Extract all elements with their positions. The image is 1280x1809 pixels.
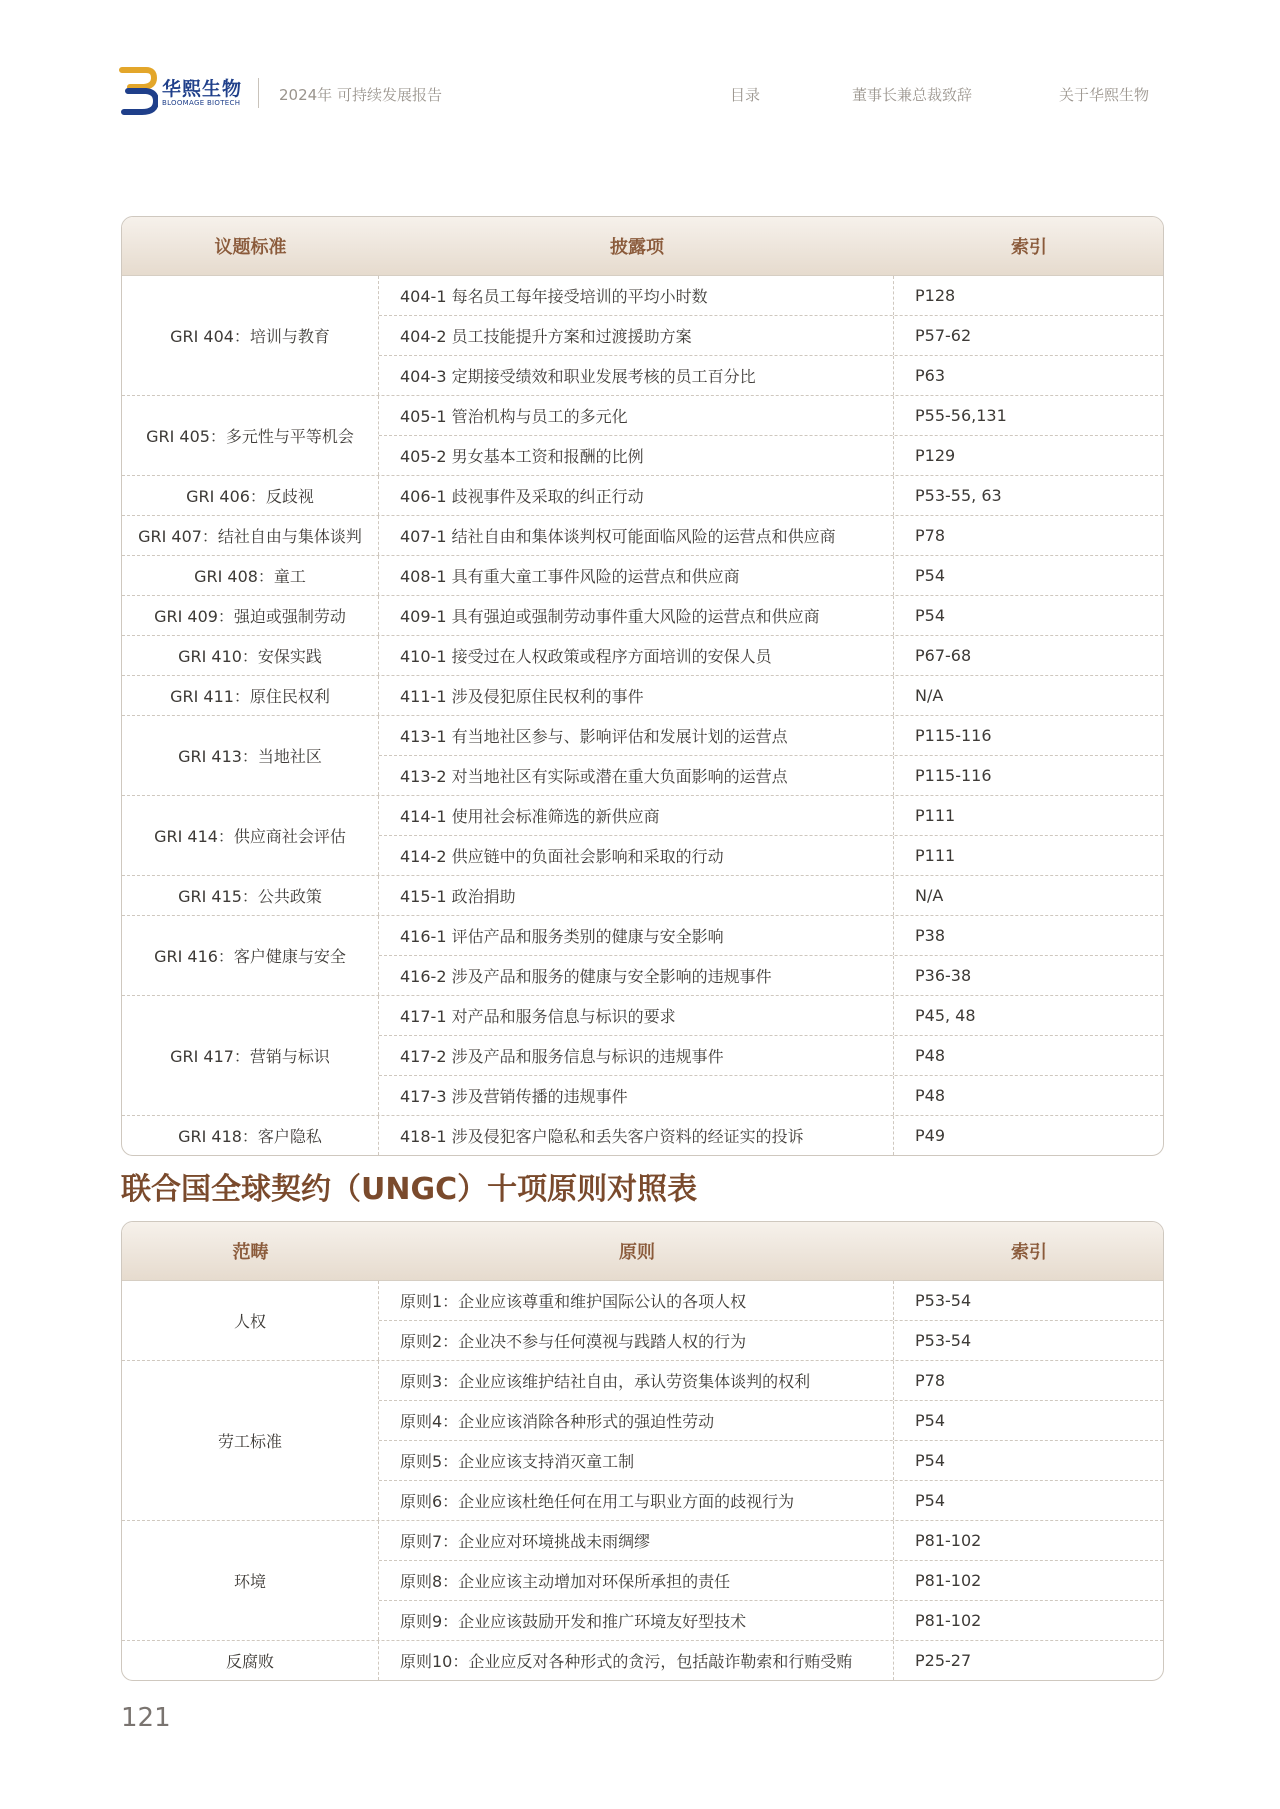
column-header-disclosure: 披露项 (610, 237, 664, 258)
disclosure-cell: 416-2 涉及产品和服务的健康与安全影响的违规事件 (379, 956, 894, 995)
header-divider (258, 78, 259, 108)
column-header-topic: 议题标准 (214, 237, 287, 258)
report-title: 2024年 可持续发展报告 (279, 86, 442, 104)
index-cell[interactable]: P81-102 (915, 1611, 982, 1630)
topic-cell: GRI 408：童工 (122, 556, 379, 595)
disclosure-cell: 417-1 对产品和服务信息与标识的要求 (379, 996, 894, 1035)
topic-cell: 环境 (122, 1521, 379, 1640)
index-cell[interactable]: P49 (915, 1126, 946, 1145)
index-cell[interactable]: P53-54 (915, 1291, 972, 1310)
table-row (379, 476, 1163, 515)
index-cell[interactable]: P115-116 (915, 726, 992, 745)
disclosure-cell: 407-1 结社自由和集体谈判权可能面临风险的运营点和供应商 (379, 516, 894, 555)
index-cell[interactable]: P111 (915, 846, 956, 865)
topic-cell: GRI 407：结社自由与集体谈判 (122, 516, 379, 555)
disclosure-cell: 416-1 评估产品和服务类别的健康与安全影响 (379, 916, 894, 955)
group-rows (379, 1641, 1163, 1680)
topic-cell: 反腐败 (122, 1641, 379, 1680)
table-group (122, 995, 1163, 1115)
table-row (379, 1320, 1163, 1360)
table-group (122, 635, 1163, 675)
table-row (379, 556, 1163, 595)
disclosure-cell: 405-2 男女基本工资和报酬的比例 (379, 436, 894, 475)
index-cell[interactable]: P111 (915, 806, 956, 825)
gri-index-table (121, 216, 1164, 1156)
table-row (379, 1521, 1163, 1560)
topic-cell: GRI 405：多元性与平等机会 (122, 396, 379, 475)
index-cell[interactable]: P81-102 (915, 1571, 982, 1590)
index-cell[interactable]: P54 (915, 1411, 946, 1430)
disclosure-cell: 原则5：企业应该支持消灭童工制 (379, 1441, 894, 1480)
nav-link-chairman-message[interactable]: 董事长兼总裁致辞 (852, 86, 973, 104)
group-rows (379, 676, 1163, 715)
disclosure-cell: 405-1 管治机构与员工的多元化 (379, 396, 894, 435)
group-rows (379, 916, 1163, 995)
table-row (379, 276, 1163, 315)
disclosure-cell: 404-3 定期接受绩效和职业发展考核的员工百分比 (379, 356, 894, 395)
index-cell[interactable]: P36-38 (915, 966, 972, 985)
index-cell[interactable]: P67-68 (915, 646, 972, 665)
table-row (379, 1116, 1163, 1155)
table-body (122, 276, 1163, 1155)
disclosure-cell: 418-1 涉及侵犯客户隐私和丢失客户资料的经证实的投诉 (379, 1116, 894, 1155)
group-rows (379, 556, 1163, 595)
topic-cell: GRI 418：客户隐私 (122, 1116, 379, 1155)
index-cell[interactable]: P53-55, 63 (915, 486, 1002, 505)
disclosure-cell: 413-2 对当地社区有实际或潜在重大负面影响的运营点 (379, 756, 894, 795)
index-cell[interactable]: P54 (915, 1491, 946, 1510)
logo-cn-text: 华熙生物 (162, 78, 243, 100)
table-group (122, 595, 1163, 635)
disclosure-cell: 原则8：企业应该主动增加对环保所承担的责任 (379, 1561, 894, 1600)
table-group (122, 1360, 1163, 1520)
topic-cell: GRI 413：当地社区 (122, 716, 379, 795)
table-group (122, 675, 1163, 715)
bloomage-logo[interactable] (118, 66, 278, 122)
page-header (0, 0, 1280, 140)
disclosure-cell: 410-1 接受过在人权政策或程序方面培训的安保人员 (379, 636, 894, 675)
table-body (122, 1281, 1163, 1680)
table-row (379, 876, 1163, 915)
group-rows (379, 276, 1163, 395)
group-rows (379, 516, 1163, 555)
table-group (122, 1281, 1163, 1360)
group-rows (379, 476, 1163, 515)
group-rows (379, 1116, 1163, 1155)
table-row (379, 1641, 1163, 1680)
index-cell[interactable]: P81-102 (915, 1531, 982, 1550)
table-row (379, 1560, 1163, 1600)
disclosure-cell: 406-1 歧视事件及采取的纠正行动 (379, 476, 894, 515)
page-number: 121 (121, 1703, 171, 1733)
topic-cell: GRI 404：培训与教育 (122, 276, 379, 395)
table-row (379, 676, 1163, 715)
table-row (379, 636, 1163, 675)
group-rows (379, 1281, 1163, 1360)
disclosure-cell: 409-1 具有强迫或强制劳动事件重大风险的运营点和供应商 (379, 596, 894, 635)
topic-cell: GRI 406：反歧视 (122, 476, 379, 515)
table-group (122, 475, 1163, 515)
column-header-principle: 原则 (619, 1242, 655, 1263)
table-header (122, 217, 1163, 276)
nav-link-contents[interactable]: 目录 (730, 86, 761, 104)
topic-cell: 劳工标准 (122, 1361, 379, 1520)
table-row (379, 1440, 1163, 1480)
index-cell[interactable]: P25-27 (915, 1651, 972, 1670)
topic-cell: 人权 (122, 1281, 379, 1360)
group-rows (379, 1521, 1163, 1640)
logo-en-text: BLOOMAGE BIOTECH (162, 99, 241, 107)
disclosure-cell: 414-2 供应链中的负面社会影响和采取的行动 (379, 836, 894, 875)
topic-cell: GRI 417：营销与标识 (122, 996, 379, 1115)
index-cell[interactable]: P129 (915, 446, 956, 465)
table-group (122, 1640, 1163, 1680)
nav-link-about[interactable]: 关于华熙生物 (1059, 86, 1150, 104)
disclosure-cell: 414-1 使用社会标准筛选的新供应商 (379, 796, 894, 835)
index-cell[interactable]: P55-56,131 (915, 406, 1007, 425)
topic-cell: GRI 410：安保实践 (122, 636, 379, 675)
table-row (379, 796, 1163, 835)
index-cell[interactable]: P63 (915, 366, 946, 385)
disclosure-cell: 408-1 具有重大童工事件风险的运营点和供应商 (379, 556, 894, 595)
disclosure-cell: 404-1 每名员工每年接受培训的平均小时数 (379, 276, 894, 315)
table-row (379, 996, 1163, 1035)
topic-cell: GRI 416：客户健康与安全 (122, 916, 379, 995)
disclosure-cell: 411-1 涉及侵犯原住民权利的事件 (379, 676, 894, 715)
group-rows (379, 396, 1163, 475)
topic-cell: GRI 409：强迫或强制劳动 (122, 596, 379, 635)
disclosure-cell: 413-1 有当地社区参与、影响评估和发展计划的运营点 (379, 716, 894, 755)
disclosure-cell: 原则10：企业应反对各种形式的贪污，包括敲诈勒索和行贿受贿 (379, 1641, 894, 1680)
table-row (379, 1075, 1163, 1115)
table-group (122, 1520, 1163, 1640)
index-cell[interactable]: N/A (915, 886, 944, 905)
index-cell[interactable]: P53-54 (915, 1331, 972, 1350)
table-row (379, 916, 1163, 955)
table-row (379, 1281, 1163, 1320)
table-row (379, 1400, 1163, 1440)
table-group (122, 795, 1163, 875)
topic-cell: GRI 415：公共政策 (122, 876, 379, 915)
topic-cell: GRI 414：供应商社会评估 (122, 796, 379, 875)
disclosure-cell: 原则7：企业应对环境挑战未雨绸缪 (379, 1521, 894, 1560)
table-row (379, 435, 1163, 475)
disclosure-cell: 417-3 涉及营销传播的违规事件 (379, 1076, 894, 1115)
index-cell[interactable]: P48 (915, 1046, 946, 1065)
disclosure-cell: 原则9：企业应该鼓励开发和推广环境友好型技术 (379, 1601, 894, 1640)
index-cell[interactable]: P78 (915, 526, 946, 545)
bloomage-logo-mark-icon (118, 66, 158, 116)
table-group (122, 515, 1163, 555)
ungc-index-table (121, 1221, 1164, 1681)
table-row (379, 1600, 1163, 1640)
index-cell[interactable]: N/A (915, 686, 944, 705)
index-cell[interactable]: P45, 48 (915, 1006, 976, 1025)
table-row (379, 955, 1163, 995)
disclosure-cell: 原则3：企业应该维护结社自由，承认劳资集体谈判的权利 (379, 1361, 894, 1400)
group-rows (379, 1361, 1163, 1520)
ungc-section-title: 联合国全球契约（UNGC）十项原则对照表 (121, 1172, 698, 1207)
table-row (379, 835, 1163, 875)
table-group (122, 276, 1163, 395)
index-cell[interactable]: P115-116 (915, 766, 992, 785)
table-row (379, 596, 1163, 635)
table-group (122, 915, 1163, 995)
table-header (122, 1222, 1163, 1281)
disclosure-cell: 原则1：企业应该尊重和维护国际公认的各项人权 (379, 1281, 894, 1320)
disclosure-cell: 404-2 员工技能提升方案和过渡援助方案 (379, 316, 894, 355)
group-rows (379, 596, 1163, 635)
table-row (379, 1480, 1163, 1520)
table-row (379, 396, 1163, 435)
table-group (122, 1115, 1163, 1155)
table-row (379, 755, 1163, 795)
disclosure-cell: 415-1 政治捐助 (379, 876, 894, 915)
column-header-category: 范畴 (232, 1242, 269, 1263)
group-rows (379, 996, 1163, 1115)
table-group (122, 395, 1163, 475)
disclosure-cell: 原则4：企业应该消除各种形式的强迫性劳动 (379, 1401, 894, 1440)
table-row (379, 355, 1163, 395)
disclosure-cell: 原则2：企业决不参与任何漠视与践踏人权的行为 (379, 1321, 894, 1360)
column-header-index: 索引 (1011, 1242, 1047, 1263)
disclosure-cell: 原则6：企业应该杜绝任何在用工与职业方面的歧视行为 (379, 1481, 894, 1520)
index-cell[interactable]: P54 (915, 606, 946, 625)
topic-cell: GRI 411：原住民权利 (122, 676, 379, 715)
index-cell[interactable]: P48 (915, 1086, 946, 1105)
group-rows (379, 636, 1163, 675)
table-group (122, 715, 1163, 795)
table-row (379, 1035, 1163, 1075)
index-cell[interactable]: P78 (915, 1371, 946, 1390)
column-header-index: 索引 (1011, 237, 1047, 258)
index-cell[interactable]: P57-62 (915, 326, 972, 345)
index-cell[interactable]: P54 (915, 566, 946, 585)
table-row (379, 516, 1163, 555)
group-rows (379, 876, 1163, 915)
table-row (379, 1361, 1163, 1400)
index-cell[interactable]: P128 (915, 286, 956, 305)
disclosure-cell: 417-2 涉及产品和服务信息与标识的违规事件 (379, 1036, 894, 1075)
index-cell[interactable]: P38 (915, 926, 946, 945)
table-group (122, 875, 1163, 915)
group-rows (379, 716, 1163, 795)
index-cell[interactable]: P54 (915, 1451, 946, 1470)
table-row (379, 716, 1163, 755)
group-rows (379, 796, 1163, 875)
table-row (379, 315, 1163, 355)
table-group (122, 555, 1163, 595)
